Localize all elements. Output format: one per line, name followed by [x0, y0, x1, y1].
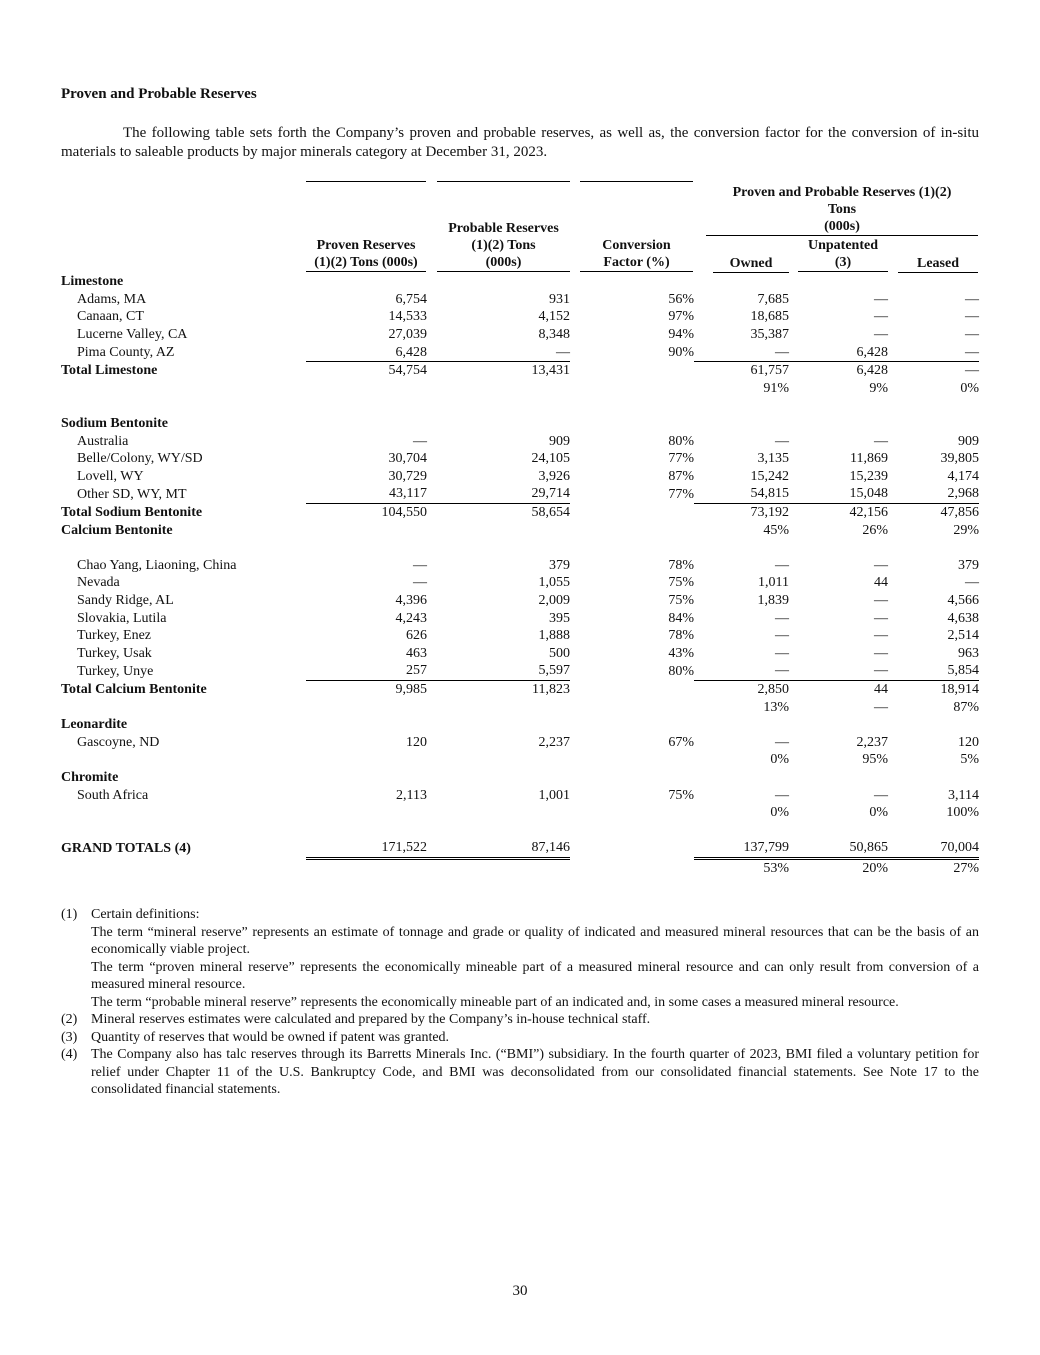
cell-probable: 931 [549, 291, 570, 307]
total-owned: 73,192 [750, 505, 789, 521]
cell-leased: 4,638 [947, 610, 979, 626]
grand-total-owned: 137,799 [694, 839, 789, 858]
cell-conversion: 84% [668, 610, 694, 626]
table-row [61, 450, 979, 468]
cell-conversion: 80% [668, 663, 694, 679]
cell-leased: 4,174 [947, 468, 979, 484]
cell-owned: — [775, 557, 789, 573]
cell-probable: — [427, 343, 570, 361]
cell-owned: 3,135 [757, 451, 789, 467]
cell-conversion: 56% [668, 291, 694, 307]
row-name: Turkey, Usak [77, 645, 152, 661]
cell-unpatented: 15,048 [789, 485, 888, 503]
total-leased: — [965, 363, 979, 379]
section-title: Sodium Bentonite [61, 416, 168, 432]
total-proven: 9,985 [395, 681, 427, 697]
cell-conversion: 75% [668, 787, 694, 803]
header-conversion-line2: Factor (%) [580, 254, 693, 272]
footnote-number: (2) [61, 1012, 78, 1027]
footnote-text: The term “proven mineral reserve” represents the economically mineable part of a measured mineral resource and can only result from conversion of a measured mineral resource. [91, 959, 979, 992]
row-name: Slovakia, Lutila [77, 610, 167, 626]
header-unpatented-line1: Unpatented [807, 238, 878, 253]
header-probable-line3: (000s) [437, 254, 570, 272]
pct-leased: 87% [953, 699, 979, 715]
table-row [61, 574, 979, 592]
cell-probable: 1,001 [538, 787, 570, 803]
cell-proven: 6,428 [306, 343, 427, 361]
total-unpatented: 42,156 [849, 505, 888, 521]
footnote-1 [61, 906, 979, 1011]
percent-row [61, 751, 979, 769]
total-row [61, 361, 979, 379]
cell-probable: 909 [549, 433, 570, 449]
cell-unpatented: 2,237 [856, 734, 888, 750]
cell-unpatented: — [789, 662, 888, 680]
section-title: Chromite [61, 769, 119, 785]
cell-owned: 1,839 [757, 592, 789, 608]
cell-probable: 5,597 [427, 662, 570, 680]
table-row [61, 485, 979, 503]
cell-conversion: 78% [668, 628, 694, 644]
total-row [61, 503, 979, 521]
cell-probable: 3,926 [538, 468, 570, 484]
cell-conversion: 87% [668, 468, 694, 484]
row-name: Nevada [77, 575, 120, 591]
cell-unpatented: — [874, 610, 888, 626]
total-unpatented: 44 [874, 681, 888, 697]
cell-owned: 18,685 [750, 309, 789, 325]
cell-owned: 7,685 [757, 291, 789, 307]
group-header [706, 184, 978, 235]
row-name: Turkey, Enez [77, 628, 152, 644]
table-row [61, 326, 979, 344]
pct-owned: 13% [763, 699, 789, 715]
cell-proven: 4,396 [395, 592, 427, 608]
cell-probable: 4,152 [538, 309, 570, 325]
cell-proven: 14,533 [388, 309, 427, 325]
footnote-number: (3) [61, 1029, 78, 1045]
cell-proven: 626 [406, 628, 427, 644]
cell-conversion: 67% [668, 734, 694, 750]
section-title: Leonardite [61, 717, 128, 733]
cell-leased: — [888, 343, 979, 361]
cell-proven: 2,113 [396, 787, 427, 803]
footnote-text: The Company also has talc reserves through its Barretts Minerals Inc. (“BMI”) subsidiary. In the fourth quarter of 2023, BMI filed a voluntary petition for relief under Chapter 11 of the U.S. Bankruptcy Code, and BMI was deconsolidated from our consolidated financial statements. See Note 17 to the consolidated financial statements. [91, 1047, 979, 1097]
header-probable [437, 220, 570, 272]
intro-paragraph: The following table sets forth the Company’s proven and probable reserves, as well as, the conversion factor for the conversion of in-situ materials to saleable products by major minerals category at December 31, 2023. [61, 125, 979, 160]
cell-leased: 2,514 [947, 628, 979, 644]
cell-probable: 2,009 [538, 592, 570, 608]
table-row [61, 662, 979, 680]
row-name: Pima County, AZ [77, 344, 175, 360]
percent-row [61, 698, 979, 716]
header-conversion-line1: Conversion [602, 238, 671, 253]
cell-leased: 909 [958, 433, 979, 449]
cell-conversion: 77% [668, 486, 694, 502]
cell-unpatented: — [874, 291, 888, 307]
total-row [61, 680, 979, 698]
grand-total-name: GRAND TOTALS (4) [61, 841, 191, 857]
header-probable-line1: Probable Reserves [448, 221, 559, 236]
cell-unpatented: 15,239 [849, 468, 888, 484]
percent-row [61, 521, 979, 539]
grand-total-proven: 171,522 [306, 839, 427, 858]
cell-unpatented: — [874, 557, 888, 573]
total-unpatented: 6,428 [856, 363, 888, 379]
cell-owned: — [775, 787, 789, 803]
cell-conversion: 90% [668, 344, 694, 360]
cell-unpatented: 6,428 [789, 343, 888, 361]
cell-owned: — [775, 610, 789, 626]
row-name: Lucerne Valley, CA [77, 327, 188, 343]
cell-probable: 24,105 [531, 451, 570, 467]
cell-unpatented: — [874, 309, 888, 325]
row-name: Gascoyne, ND [77, 734, 160, 750]
total-probable: 11,823 [532, 681, 570, 697]
table-row [61, 557, 979, 575]
cell-proven: 120 [406, 734, 427, 750]
footnote-number: (4) [61, 1047, 78, 1062]
pct-owned: 91% [763, 380, 789, 396]
cell-probable: 395 [549, 610, 570, 626]
table-row [61, 291, 979, 309]
cell-conversion: 94% [668, 327, 694, 343]
row-name: Canaan, CT [77, 309, 144, 325]
total-name: Total Calcium Bentonite [61, 681, 207, 697]
cell-leased: 3,114 [948, 787, 979, 803]
reserves-table [61, 273, 979, 877]
total-proven: 104,550 [381, 505, 427, 521]
total-leased: 18,914 [940, 681, 979, 697]
cell-probable: 29,714 [427, 485, 570, 503]
header-proven [306, 237, 426, 272]
section-title-row [61, 769, 979, 787]
cell-conversion: 75% [668, 592, 694, 608]
section-title-row [61, 415, 979, 433]
grand-percent-row [61, 858, 979, 877]
section-title: Limestone [61, 274, 124, 290]
cell-leased: — [965, 309, 979, 325]
pct-unpatented: 9% [869, 380, 888, 396]
cell-leased: — [965, 575, 979, 591]
group-header-line1: Proven and Probable Reserves (1)(2) [732, 185, 952, 200]
cell-owned: 54,815 [694, 485, 789, 503]
pct-unpatented: 0% [869, 805, 888, 821]
header-conversion [580, 237, 693, 272]
footnote-text: Quantity of reserves that would be owned if patent was granted. [91, 1029, 450, 1045]
cell-probable: 379 [549, 557, 570, 573]
header-probable-line2: (1)(2) Tons [471, 238, 536, 253]
cell-unpatented: — [874, 628, 888, 644]
cell-owned: 35,387 [750, 327, 789, 343]
cell-proven: 27,039 [388, 327, 427, 343]
cell-conversion: 75% [668, 575, 694, 591]
cell-proven: — [413, 433, 427, 449]
cell-probable: 1,055 [538, 575, 570, 591]
footnote-2 [61, 1011, 979, 1029]
section-title: Calcium Bentonite [61, 522, 173, 538]
cell-leased: 379 [958, 557, 979, 573]
pct-owned: 0% [770, 805, 789, 821]
cell-leased: 39,805 [940, 451, 979, 467]
table-row [61, 786, 979, 804]
row-name: Australia [77, 433, 129, 449]
header-rule-probable [437, 181, 570, 182]
cell-probable: 500 [549, 645, 570, 661]
cell-unpatented: — [874, 433, 888, 449]
cell-leased: 963 [958, 645, 979, 661]
page-number: 30 [512, 1283, 528, 1299]
table-row [61, 627, 979, 645]
total-name: Total Limestone [61, 363, 158, 379]
row-name: Lovell, WY [77, 468, 144, 484]
header-leased: Leased [898, 255, 978, 273]
cell-proven: 30,704 [388, 451, 427, 467]
cell-proven: 30,729 [388, 468, 427, 484]
total-proven: 54,754 [388, 363, 427, 379]
total-owned: 61,757 [750, 363, 789, 379]
total-owned: 2,850 [757, 681, 789, 697]
pct-leased: 5% [960, 752, 979, 768]
footnote-text: Mineral reserves estimates were calculated and prepared by the Company’s in-house technical staff. [91, 1012, 651, 1027]
grand-total-unpatented: 50,865 [789, 839, 888, 858]
footnote-3 [61, 1029, 979, 1047]
header-unpatented [798, 237, 888, 272]
pct-owned: 45% [763, 522, 789, 538]
cell-unpatented: — [874, 787, 888, 803]
row-name: Sandy Ridge, AL [77, 592, 174, 608]
cell-unpatented: — [874, 645, 888, 661]
row-name: South Africa [77, 787, 149, 803]
pct-leased: 29% [953, 522, 979, 538]
percent-row [61, 804, 979, 822]
row-name: Other SD, WY, MT [77, 486, 187, 502]
total-probable: 13,431 [531, 363, 570, 379]
table-row [61, 468, 979, 486]
row-name: Adams, MA [77, 291, 147, 307]
footnote-text: The term “mineral reserve” represents an estimate of tonnage and grade or quality of indicated and measured mineral resources that can be the basis of an economically viable project. [91, 924, 979, 957]
cell-leased: 5,854 [888, 662, 979, 680]
grand-total-leased: 70,004 [888, 839, 979, 858]
section-title-row [61, 716, 979, 734]
cell-proven: 6,754 [395, 291, 427, 307]
group-header-rule [706, 235, 978, 236]
footnote-text: Certain definitions: [91, 907, 200, 922]
cell-owned: 15,242 [750, 468, 789, 484]
row-name: Belle/Colony, WY/SD [77, 451, 203, 467]
cell-owned: — [775, 645, 789, 661]
group-header-line3: (000s) [824, 219, 860, 234]
pct-leased: 100% [946, 805, 979, 821]
cell-owned: — [775, 628, 789, 644]
grand-pct-owned: 53% [763, 860, 789, 876]
cell-owned: — [694, 662, 789, 680]
pct-unpatented: — [874, 699, 888, 715]
table-row [61, 609, 979, 627]
table-row [61, 308, 979, 326]
cell-proven: 43,117 [306, 485, 427, 503]
header-proven-line2: (1)(2) Tons (000s) [306, 254, 426, 272]
grand-total-probable: 87,146 [427, 839, 570, 858]
cell-conversion: 77% [668, 451, 694, 467]
group-header-line2: Tons [827, 202, 857, 217]
total-name: Total Sodium Bentonite [61, 504, 203, 520]
section-heading: Proven and Probable Reserves [61, 86, 257, 102]
cell-leased: — [965, 291, 979, 307]
cell-probable: 8,348 [538, 327, 570, 343]
cell-proven: — [413, 575, 427, 591]
cell-owned: — [775, 433, 789, 449]
cell-owned: — [694, 343, 789, 361]
header-owned: Owned [713, 255, 789, 273]
grand-pct-unpatented: 20% [862, 860, 888, 876]
total-leased: 47,856 [940, 505, 979, 521]
pct-unpatented: 26% [862, 522, 888, 538]
footnote-4 [61, 1046, 979, 1099]
pct-leased: 0% [960, 380, 979, 396]
row-name: Chao Yang, Liaoning, China [77, 557, 237, 573]
grand-total-row [61, 839, 979, 858]
cell-proven: 463 [406, 645, 427, 661]
cell-conversion: 80% [668, 433, 694, 449]
cell-unpatented: 44 [874, 575, 888, 591]
cell-conversion: 97% [668, 309, 694, 325]
header-unpatented-line2: (3) [798, 254, 888, 272]
cell-conversion: 78% [668, 557, 694, 573]
cell-leased: 4,566 [947, 592, 979, 608]
cell-owned: — [775, 734, 789, 750]
percent-row [61, 380, 979, 398]
cell-unpatented: — [874, 592, 888, 608]
grand-pct-leased: 27% [953, 860, 979, 876]
table-row [61, 733, 979, 751]
cell-proven: — [413, 557, 427, 573]
header-rule-conversion [580, 181, 693, 182]
row-name: Turkey, Unye [77, 663, 154, 679]
cell-proven: 4,243 [395, 610, 427, 626]
pct-owned: 0% [770, 752, 789, 768]
cell-probable: 1,888 [538, 628, 570, 644]
cell-conversion: 43% [668, 645, 694, 661]
header-rule-proven [306, 181, 426, 182]
cell-leased: — [965, 327, 979, 343]
cell-unpatented: 11,869 [850, 451, 888, 467]
table-row [61, 432, 979, 450]
footnotes [61, 906, 979, 1099]
table-row [61, 343, 979, 361]
section-title-row [61, 273, 979, 291]
cell-leased: 2,968 [888, 485, 979, 503]
footnote-number: (1) [61, 907, 78, 922]
table-row [61, 592, 979, 610]
footnote-text: The term “probable mineral reserve” represents the economically mineable part of an indicated and, in some cases a measured mineral resource. [91, 994, 899, 1010]
cell-probable: 2,237 [538, 734, 570, 750]
pct-unpatented: 95% [862, 752, 888, 768]
cell-proven: 257 [306, 662, 427, 680]
cell-unpatented: — [874, 327, 888, 343]
total-probable: 58,654 [531, 505, 570, 521]
cell-owned: 1,011 [758, 575, 789, 591]
cell-leased: 120 [958, 734, 979, 750]
table-row [61, 644, 979, 662]
header-proven-line1: Proven Reserves [316, 238, 416, 253]
